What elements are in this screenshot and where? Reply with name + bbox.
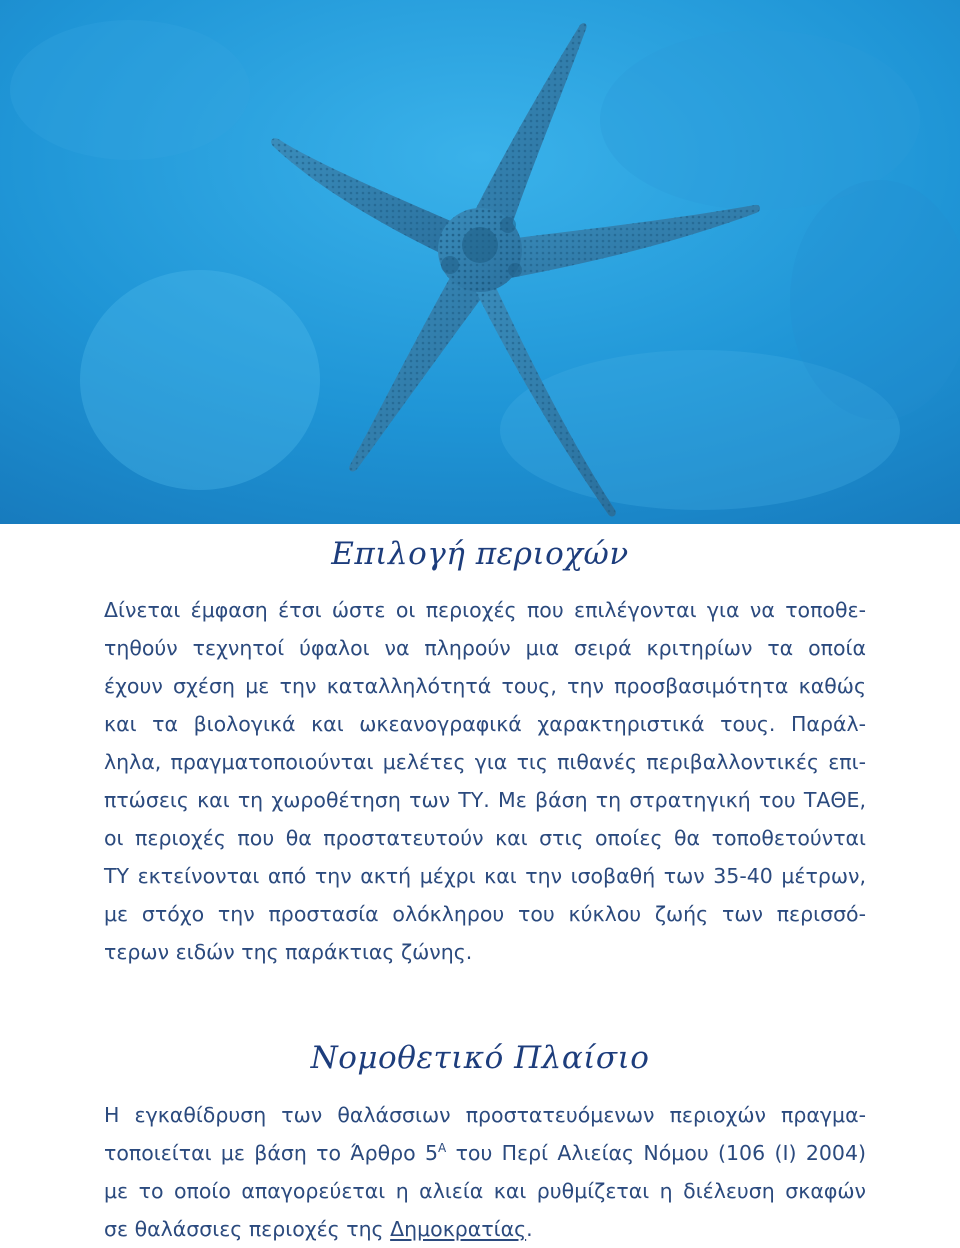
- paragraph-line: με το οποίο απαγορεύεται η αλιεία και ρυθμίζεται η διέλευση σκαφών: [104, 1179, 866, 1203]
- starfish-photo: [0, 0, 960, 524]
- paragraph-line: και τα βιολογικά και ωκεανογραφικά χαρακτηριστικά τους. Παράλ-: [104, 712, 866, 736]
- starfish-image: [0, 0, 960, 524]
- paragraph-line: έχουν σχέση με την καταλληλότητά τους, την προσβασιμότητα καθώς: [104, 674, 866, 698]
- line-text: σε θαλάσσιες περιοχές της: [104, 1217, 391, 1241]
- paragraph-line: Η εγκαθίδρυση των θαλάσσιων προστατευόμενων περιοχών πραγμα-: [104, 1103, 866, 1127]
- paragraph-line: ΤΥ εκτείνονται από την ακτή μέχρι και την ισοβαθή των 35-40 μέτρων,: [104, 864, 866, 888]
- area-selection-paragraph: [104, 591, 866, 971]
- section-title-legal-framework: Νομοθετικό Πλαίσιο: [310, 1040, 650, 1076]
- paragraph-line: [104, 1134, 866, 1172]
- line-text: .: [526, 1217, 533, 1241]
- paragraph-line: Δίνεται έμφαση έτσι ώστε οι περιοχές που επιλέγονται για να τοποθε-: [104, 598, 866, 622]
- paragraph-line: ληλα, πραγματοποιούνται μελέτες για τις πιθανές περιβαλλοντικές επι-: [104, 750, 866, 774]
- paragraph-line: πτώσεις και τη χωροθέτηση των ΤΥ. Με βάση τη στρατηγική του ΤΑΘΕ,: [104, 788, 866, 812]
- line-text: τοποιείται με βάση το Άρθρο 5: [104, 1141, 439, 1165]
- paragraph-line: με στόχο την προστασία ολόκληρου του κύκλου ζωής των περισσό-: [104, 902, 866, 926]
- paragraph-line: [104, 1210, 866, 1248]
- paragraph-line: τηθούν τεχνητοί ύφαλοι να πληρούν μια σειρά κριτηρίων τα οποία: [104, 636, 866, 660]
- article-superscript: Α: [438, 1141, 447, 1155]
- legal-framework-paragraph: [104, 1096, 866, 1248]
- line-text: του Περί Αλιείας Νόμου (106 (Ι) 2004): [446, 1141, 866, 1165]
- paragraph-line: οι περιοχές που θα προστατευτούν και στις οποίες θα τοποθετούνται: [104, 826, 866, 850]
- underlined-word: Δημοκρατίας: [390, 1217, 527, 1241]
- section-title-area-selection: Επιλογή περιοχών: [331, 536, 629, 572]
- paragraph-line: τερων ειδών της παράκτιας ζώνης.: [104, 940, 473, 964]
